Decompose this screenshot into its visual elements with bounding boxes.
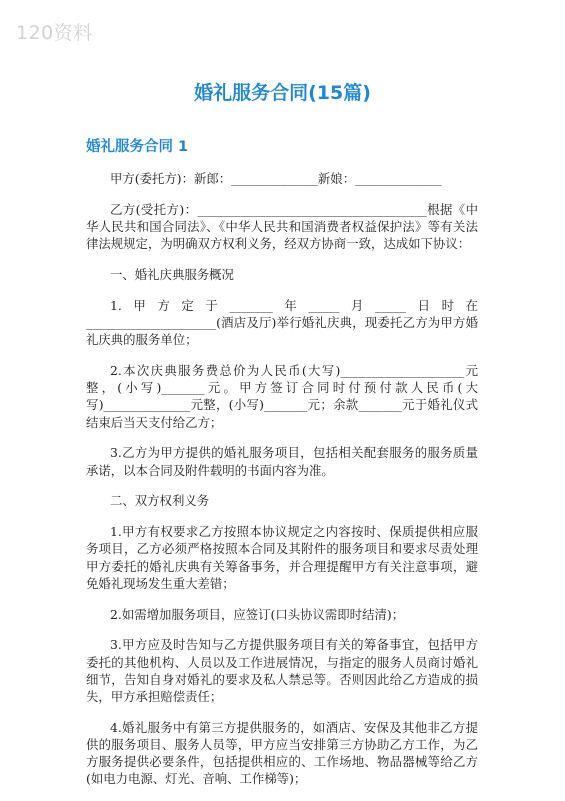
contract-body — [86, 170, 478, 801]
clause-1-3: 3.乙方为甲方提供的婚礼服务项目，包括相关配套服务的服务质量承诺，以本合同及附件载明的书面内容为准。 — [86, 445, 478, 478]
party-a-line: 甲方(委托方)：新郎：______________新娘：______________ — [110, 171, 442, 186]
section-title: 婚礼服务合同 1 — [86, 139, 189, 155]
clause-1-2: 2.本次庆典服务费总价为人民币(大写)____________________元整，(小写)_______元。甲方签订合同时付预付款人民币(大写)______________元整，(小写)_______元；余款_______元于婚礼仪式结束后当天支付给乙方； — [86, 363, 478, 430]
document-title: 婚礼服务合同(15篇) — [194, 82, 371, 104]
party-b-paragraph: 乙方(受托方)：_____________________________________根据《中华人民共和国合同法》、《中华人民共和国消费者权益保护法》等有关法律法规规定，为明确双方权利义务，经双方协商一致，达成如下协议： — [86, 201, 478, 252]
clause-2-4: 4.婚礼服务中有第三方提供服务的，如酒店、安保及其他非乙方提供的服务项目、服务人员等，甲方应当安排第三方协助乙方工作，为乙方服务提供必要条件，包括提供相应的、工作场地、物品器械等给乙方(如电力电源、灯光、音响、工作梯等)； — [86, 719, 478, 787]
heading-rights-obligations: 二、双方权利义务 — [110, 493, 210, 509]
watermark: 120资料 — [16, 22, 93, 44]
clause-2-2: 2.如需增加服务项目，应签订(口头协议需即时结清)； — [110, 606, 405, 622]
clause-1-1: 1.甲方定于_______年_____月_____日时在_____________________(酒店及厅)举行婚礼庆典，现委托乙方为甲方婚礼庆典的服务单位； — [86, 297, 478, 348]
heading-service-overview: 一、婚礼庆典服务概况 — [110, 267, 234, 282]
clause-2-3: 3.甲方应及时告知与乙方提供服务项目有关的筹备事宜，包括甲方委托的其他机构、人员以及工作进展情况，与指定的服务人员商讨婚礼细节，告知自身对婚礼的要求及私人禁忌等。否则因此给乙方造成的损失，甲方承担赔偿责任； — [86, 637, 478, 705]
clause-2-1: 1.甲方有权要求乙方按照本协议规定之内容按时、保质提供相应服务项目，乙方必须严格按照本合同及其附件的服务项目和要求尽责处理甲方委托的婚礼庆典有关筹备事务，并合理提醒甲方有关注意事项，避免婚礼现场发生重大差错； — [86, 524, 478, 591]
